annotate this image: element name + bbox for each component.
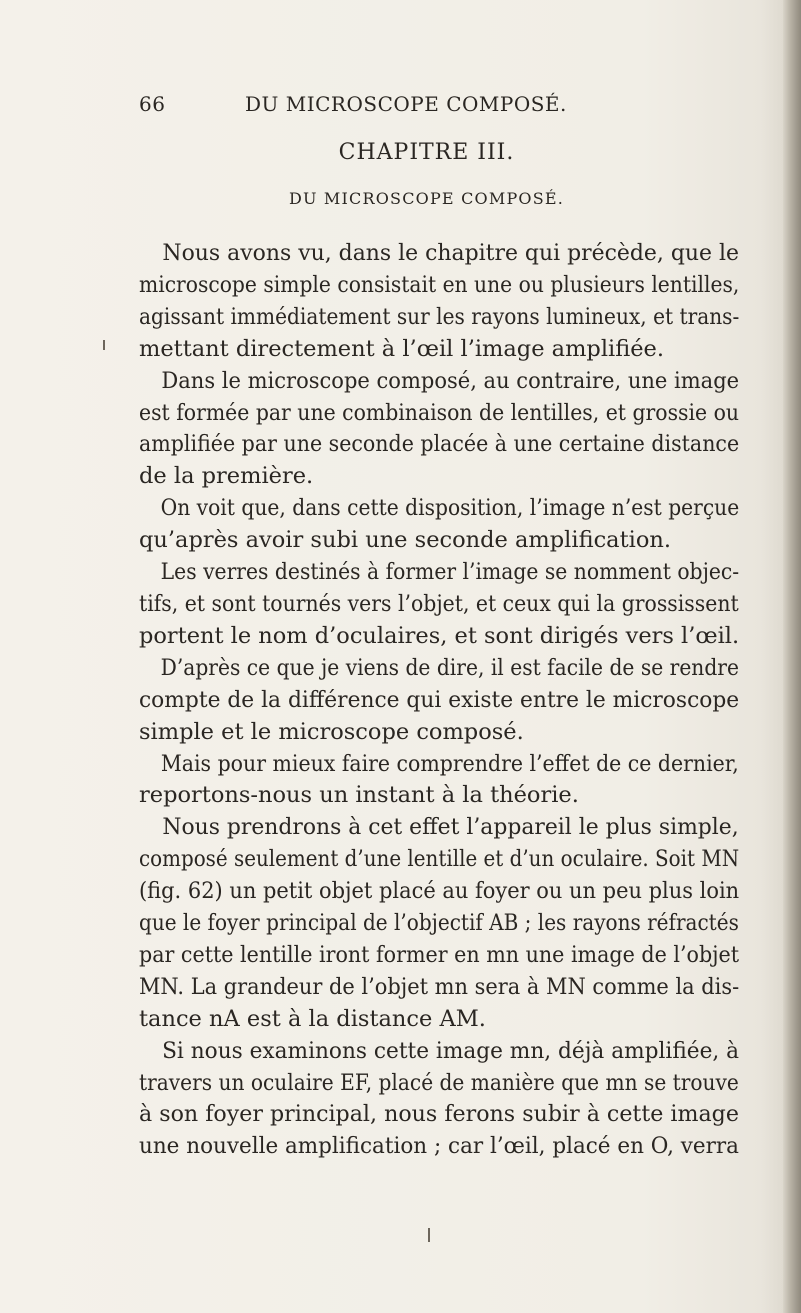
page-edge: [783, 0, 801, 1313]
text-line: que le foyer principal de l’objectif AB ; les rayons réfractés: [139, 910, 739, 937]
text-line: composé seulement d’une lentille et d’un oculaire. Soit MN: [139, 846, 740, 873]
text-line: compte de la différence qui existe entre le microscope: [139, 686, 740, 713]
text-line: Nous avons vu, dans le chapitre qui précède, que le: [162, 240, 739, 266]
running-head: [139, 92, 699, 122]
text-line: est formée par une combinaison de lentilles, et grossie ou: [139, 399, 740, 426]
running-title: DU MICROSCOPE COMPOSÉ.: [245, 92, 567, 116]
text-line: amplifiée par une seconde placée à une certaine distance: [139, 431, 740, 458]
text-line: à son foyer principal, nous ferons subir à cette image: [139, 1101, 739, 1128]
text-line: tance nA est à la distance AM.: [139, 1005, 486, 1032]
text-line: Dans le microscope composé, au contraire, une image: [161, 367, 740, 394]
text-line: Si nous examinons cette image mn, déjà amplifiée, à: [162, 1037, 740, 1064]
text-line: Nous prendrons à cet effet l’appareil le plus simple,: [162, 814, 739, 841]
text-line: D’après ce que je viens de dire, il est facile de se rendre: [160, 654, 739, 681]
text-line: Mais pour mieux faire comprendre l’effet de ce dernier,: [160, 750, 739, 777]
text-line: On voit que, dans cette disposition, l’image n’est perçue: [160, 495, 740, 522]
chapter-subtitle: DU MICROSCOPE COMPOSÉ.: [288, 189, 565, 208]
text-line: portent le nom d’oculaires, et sont dirigés vers l’œil.: [139, 622, 740, 649]
margin-mark: [103, 340, 105, 350]
page-number: 66: [139, 92, 166, 116]
text-line: qu’après avoir subi une seconde amplification.: [139, 527, 672, 554]
ink-mark: [428, 1228, 430, 1242]
text-line: mettant directement à l’œil l’image amplifiée.: [139, 335, 665, 362]
text-line: microscope simple consistait en une ou plusieurs lentilles,: [139, 271, 740, 298]
text-line: de la première.: [139, 463, 314, 490]
text-line: une nouvelle amplification ; car l’œil, placé en O, verra: [139, 1133, 739, 1160]
body-text: [139, 238, 739, 1163]
text-line: (fig. 62) un petit objet placé au foyer ou un peu plus loin: [139, 878, 740, 905]
text-line: agissant immédiatement sur les rayons lumineux, et trans-: [139, 303, 740, 330]
chapter-heading: CHAPITRE III.: [338, 140, 515, 165]
text-line: Les verres destinés à former l’image se nomment objec-: [160, 559, 740, 586]
text-line: tifs, et sont tournés vers l’objet, et ceux qui la grossissent: [139, 590, 739, 617]
text-line: par cette lentille iront former en mn une image de l’objet: [139, 941, 740, 968]
text-line: travers un oculaire EF, placé de manière que mn se trouve: [139, 1069, 739, 1096]
text-line: MN. La grandeur de l’objet mn sera à MN comme la dis-: [139, 973, 740, 1000]
text-line: simple et le microscope composé.: [139, 718, 524, 745]
text-line: reportons-nous un instant à la théorie.: [139, 782, 579, 809]
